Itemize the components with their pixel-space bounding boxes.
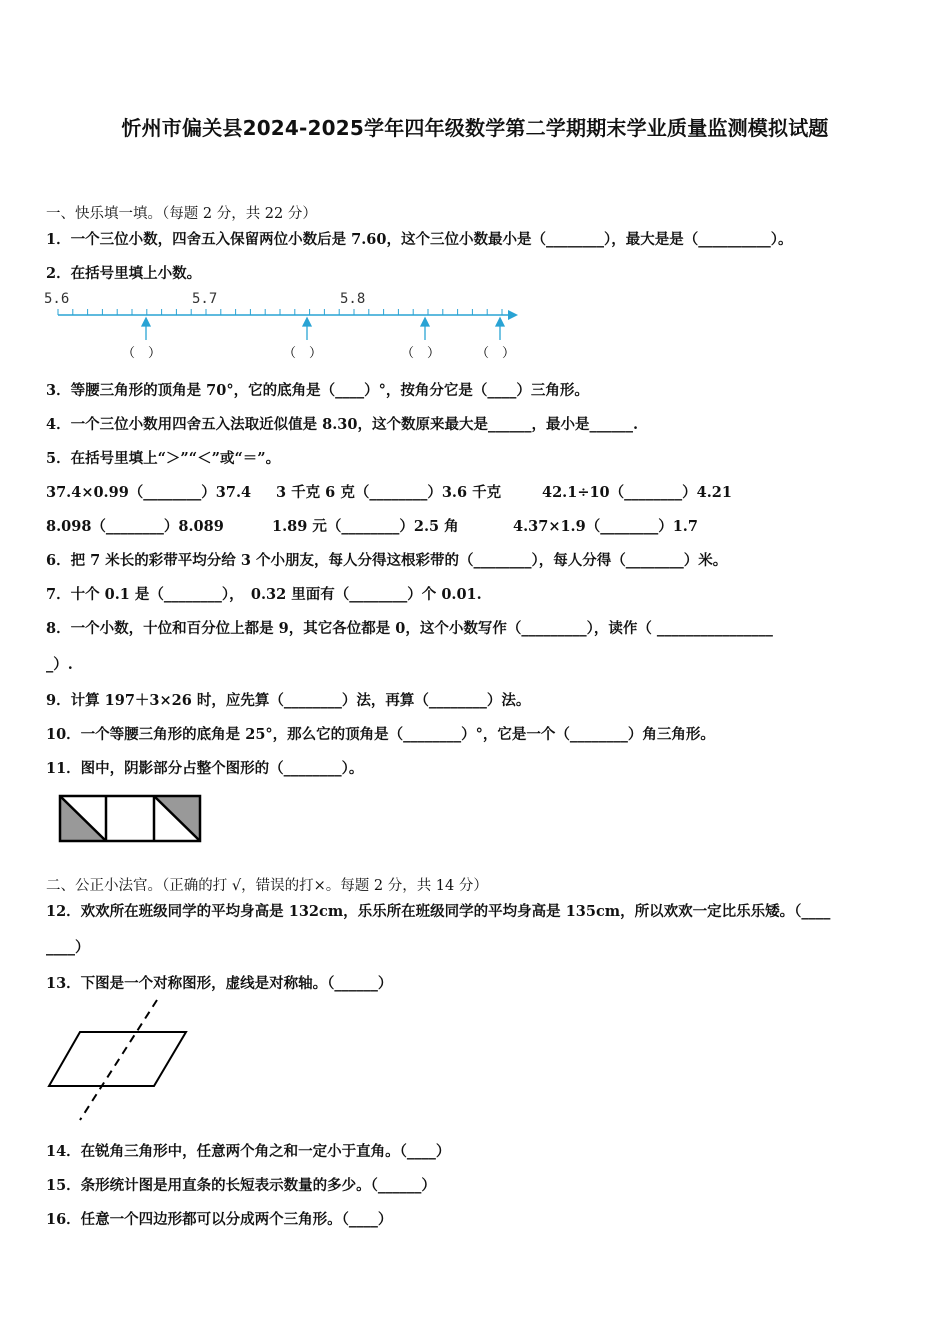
question-9: 9．计算 197＋3×26 时，应先算（________）法，再算（________）法。 bbox=[46, 692, 531, 709]
section-2-heading: 二、公正小法官。（正确的打 √，错误的打×。每题 2 分，共 14 分） bbox=[46, 878, 488, 894]
number-line-label: 5.7 bbox=[192, 291, 218, 307]
question-2: 2．在括号里填上小数。 bbox=[46, 265, 202, 282]
question-8-continued: _）. bbox=[46, 656, 73, 673]
comparison-item: 1.89 元（________）2.5 角 bbox=[272, 518, 459, 535]
question-16: 16．任意一个四边形都可以分成两个三角形。（____） bbox=[46, 1211, 393, 1228]
comparison-item: 42.1÷10（________）4.21 bbox=[542, 484, 732, 501]
question-3: 3．等腰三角形的顶角是 70°，它的底角是（____）°，按角分它是（____）三角形。 bbox=[46, 382, 589, 399]
number-line bbox=[40, 288, 530, 368]
question-5: 5．在括号里填上“＞”“＜”或“＝”。 bbox=[46, 450, 281, 467]
question-13: 13．下图是一个对称图形，虚线是对称轴。（______） bbox=[46, 975, 393, 992]
comparison-item: 4.37×1.9（________）1.7 bbox=[513, 518, 698, 535]
question-8: 8．一个小数，十位和百分位上都是 9，其它各位都是 0，这个小数写作（_________），读作（ ________________ bbox=[46, 620, 773, 637]
page-title: 忻州市偏关县2024-2025学年四年级数学第二学期期末学业质量监测模拟试题 bbox=[121, 116, 829, 140]
section-1-heading: 一、快乐填一填。（每题 2 分，共 22 分） bbox=[46, 206, 317, 222]
number-line-blank: （ ） bbox=[283, 346, 323, 361]
question-10: 10．一个等腰三角形的底角是 25°，那么它的顶角是（________）°，它是一个（________）角三角形。 bbox=[46, 726, 715, 743]
number-line-blank: （ ） bbox=[401, 346, 441, 361]
question-7: 7．十个 0.1 是（________）， 0.32 里面有（________）个 0.01. bbox=[46, 586, 482, 603]
parallelogram-figure bbox=[44, 998, 194, 1123]
question-4: 4．一个三位小数用四舍五入法取近似值是 8.30，这个数原来最大是______，最小是______. bbox=[46, 416, 638, 433]
question-12: 12．欢欢所在班级同学的平均身高是 132cm，乐乐所在班级同学的平均身高是 135cm，所以欢欢一定比乐乐矮。（____ bbox=[46, 903, 831, 920]
question-12-continued: ____） bbox=[46, 939, 90, 956]
number-line-label: 5.8 bbox=[340, 291, 366, 307]
number-line-label: 5.6 bbox=[44, 291, 70, 307]
question-14: 14．在锐角三角形中，任意两个角之和一定小于直角。（____） bbox=[46, 1143, 451, 1160]
comparison-item: 8.098（________）8.089 bbox=[46, 518, 224, 535]
number-line-blank: （ ） bbox=[122, 346, 162, 361]
question-11: 11．图中，阴影部分占整个图形的（________）。 bbox=[46, 760, 364, 777]
comparison-item: 3 千克 6 克（________）3.6 千克 bbox=[276, 484, 502, 501]
comparison-item: 37.4×0.99（________）37.4 bbox=[46, 484, 252, 501]
question-15: 15．条形统计图是用直条的长短表示数量的多少。（______） bbox=[46, 1177, 436, 1194]
shaded-squares-figure bbox=[58, 794, 204, 844]
number-line-blank: （ ） bbox=[476, 346, 516, 361]
question-6: 6．把 7 米长的彩带平均分给 3 个小朋友，每人分得这根彩带的（________），每人分得（________）米。 bbox=[46, 552, 728, 569]
question-1: 1．一个三位小数，四舍五入保留两位小数后是 7.60，这个三位小数最小是（________），最大是是（__________）。 bbox=[46, 231, 793, 248]
